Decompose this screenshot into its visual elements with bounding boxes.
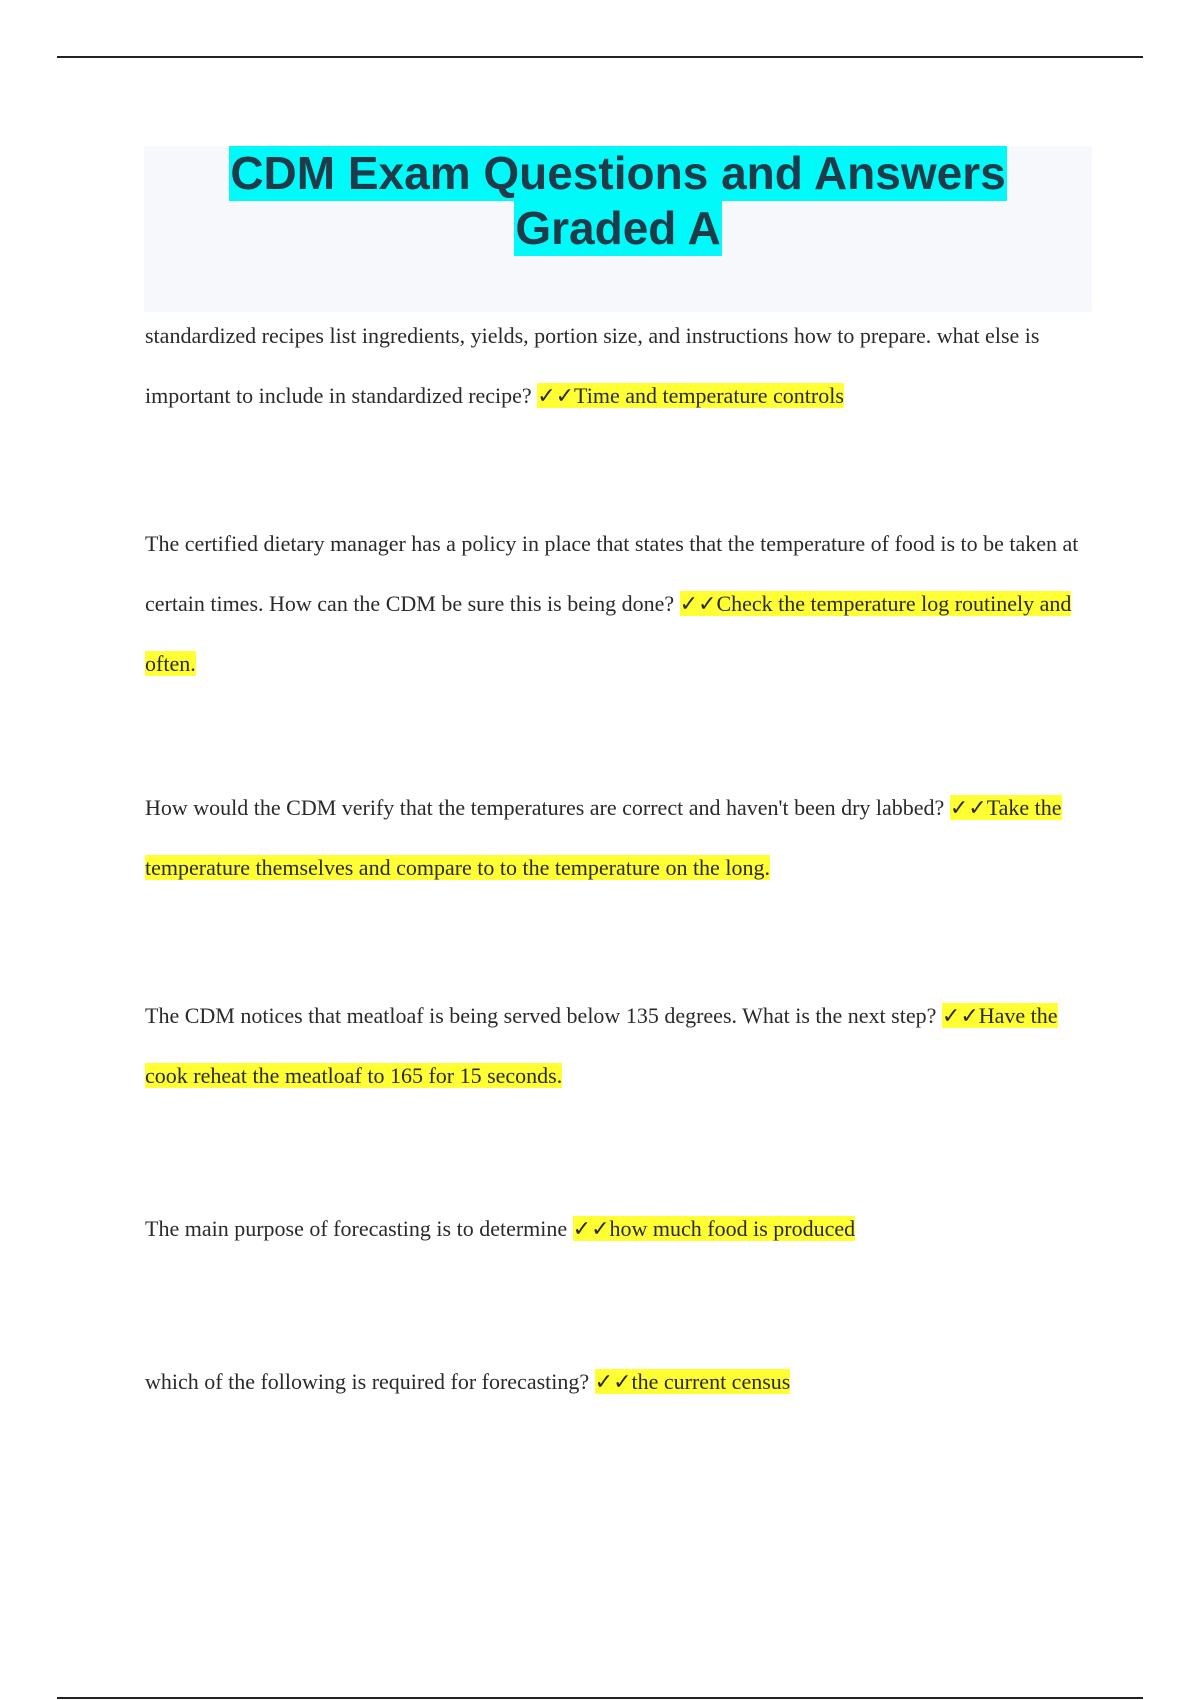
qa-item-3: [145, 778, 1085, 898]
answer-text: ✓✓Have the cook reheat the meatloaf to 165 for 15 seconds.: [145, 1003, 1058, 1088]
question-text: The main purpose of forecasting is to determine: [145, 1216, 573, 1241]
question-text: which of the following is required for forecasting?: [145, 1369, 595, 1394]
bottom-divider: [57, 1697, 1143, 1699]
question-text: The CDM notices that meatloaf is being served below 135 degrees. What is the next step?: [145, 1003, 942, 1028]
title-line-2: Graded A: [515, 202, 721, 254]
title-line-1: CDM Exam Questions and Answers: [230, 147, 1006, 199]
question-text: The certified dietary manager has a policy in place that states that the temperature of food is to be taken at certain times. How can the CDM be sure this is being done?: [145, 531, 1079, 616]
title-block: [144, 146, 1092, 312]
top-divider: [57, 56, 1143, 58]
qa-item-4: [145, 986, 1085, 1106]
qa-item-5: [145, 1199, 1085, 1259]
qa-item-2: [145, 514, 1085, 694]
document-title: [144, 146, 1092, 256]
answer-text: ✓✓how much food is produced: [572, 1216, 856, 1241]
answer-text: ✓✓Take the temperature themselves and compare to to the temperature on the long.: [145, 795, 1062, 880]
answer-text: ✓✓Time and temperature controls: [537, 383, 844, 408]
answer-text: ✓✓Check the temperature log routinely and often.: [145, 591, 1072, 676]
question-text: How would the CDM verify that the temperatures are correct and haven't been dry labbed?: [145, 795, 950, 820]
qa-item-6: [145, 1352, 1085, 1412]
answer-text: ✓✓the current census: [594, 1369, 791, 1394]
question-text: standardized recipes list ingredients, yields, portion size, and instructions how to prepare. what else is important to include in standardized recipe?: [145, 323, 1040, 408]
qa-item-1: [145, 306, 1085, 426]
